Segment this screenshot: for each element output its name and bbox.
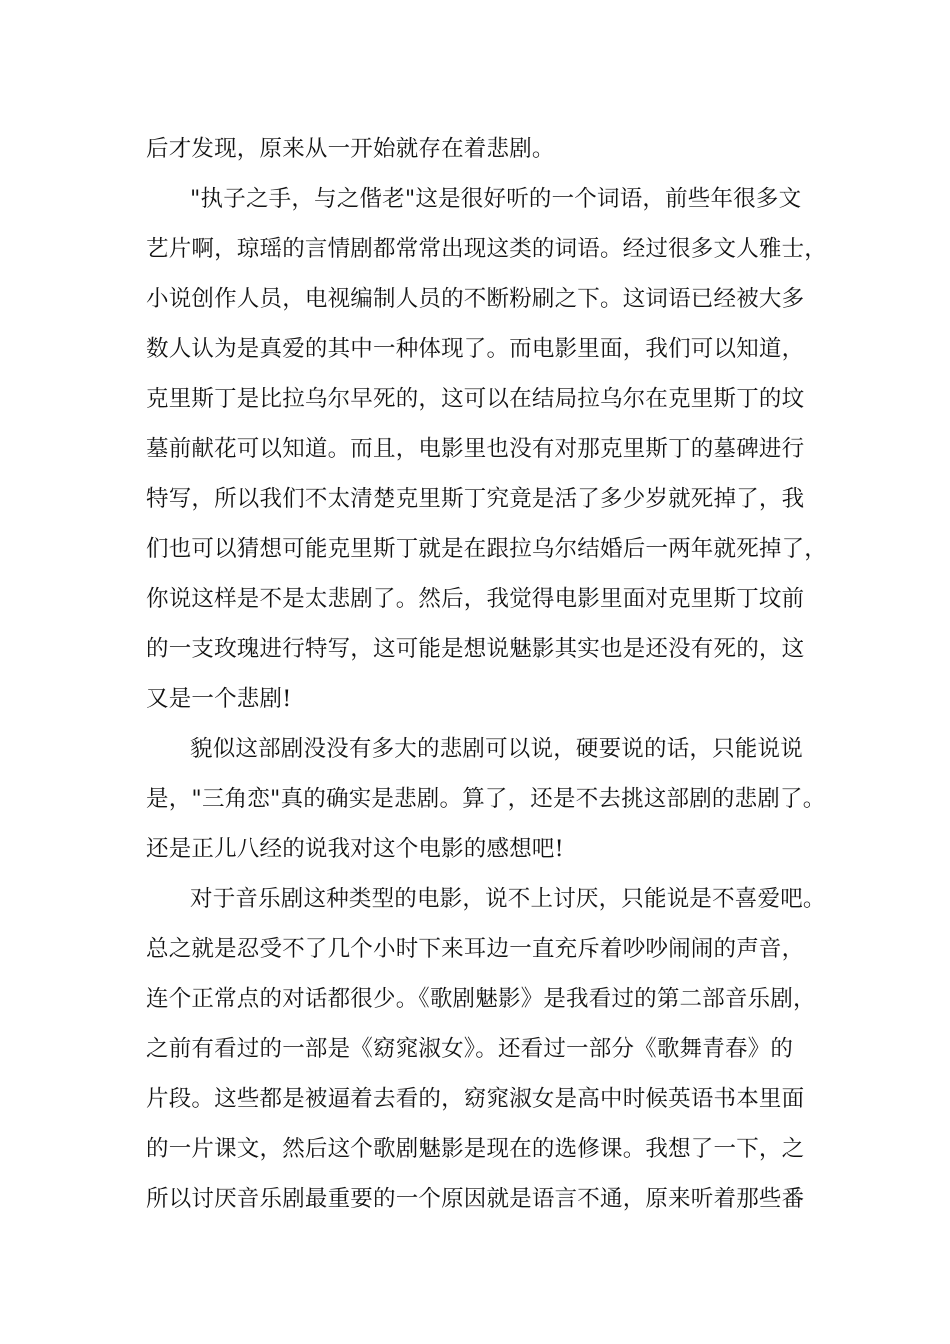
text-line: 克里斯丁是比拉乌尔早死的，这可以在结局拉乌尔在克里斯丁的坟 bbox=[146, 386, 805, 412]
text-line: 还是正儿八经的说我对这个电影的感想吧! bbox=[146, 836, 564, 862]
text-line: 片段。这些都是被逼着去看的，窈窕淑女是高中时候英语书本里面 bbox=[146, 1086, 805, 1112]
text-line: 的一片课文，然后这个歌剧魅影是现在的选修课。我想了一下，之 bbox=[146, 1136, 805, 1162]
text-line: 你说这样是不是太悲剧了。然后，我觉得电影里面对克里斯丁坟前 bbox=[146, 586, 805, 612]
text-line: 所以讨厌音乐剧最重要的一个原因就是语言不通，原来听着那些番 bbox=[146, 1186, 805, 1212]
paragraph-first-line: "执子之手，与之偕老"这是很好听的一个词语，前些年很多文 bbox=[190, 186, 802, 212]
text-line: 艺片啊，琼瑶的言情剧都常常出现这类的词语。经过很多文人雅士， bbox=[146, 236, 828, 262]
text-line: 们也可以猜想可能克里斯丁就是在跟拉乌尔结婚后一两年就死掉了， bbox=[146, 536, 828, 562]
text-line: 是，"三角恋"真的确实是悲剧。算了，还是不去挑这部剧的悲剧了。 bbox=[146, 786, 826, 812]
text-line: 总之就是忍受不了几个小时下来耳边一直充斥着吵吵闹闹的声音， bbox=[146, 936, 805, 962]
text-line: 的一支玫瑰进行特写，这可能是想说魅影其实也是还没有死的，这 bbox=[146, 636, 805, 662]
text-line: 后才发现，原来从一开始就存在着悲剧。 bbox=[146, 136, 555, 162]
text-line: 数人认为是真爱的其中一种体现了。而电影里面，我们可以知道， bbox=[146, 336, 805, 362]
text-line: 连个正常点的对话都很少。《歌剧魅影》是我看过的第二部音乐剧， bbox=[146, 986, 816, 1012]
text-line: 小说创作人员，电视编制人员的不断粉刷之下。这词语已经被大多 bbox=[146, 286, 805, 312]
text-line: 墓前献花可以知道。而且，电影里也没有对那克里斯丁的墓碑进行 bbox=[146, 436, 805, 462]
text-line: 之前有看过的一部是《窈窕淑女》。还看过一部分《歌舞青春》的 bbox=[146, 1036, 794, 1062]
text-line: 又是一个悲剧! bbox=[146, 686, 292, 712]
paragraph-first-line: 对于音乐剧这种类型的电影，说不上讨厌，只能说是不喜爱吧。 bbox=[190, 886, 826, 912]
text-line: 特写，所以我们不太清楚克里斯丁究竟是活了多少岁就死掉了，我 bbox=[146, 486, 805, 512]
paragraph-first-line: 貌似这部剧没没有多大的悲剧可以说，硬要说的话，只能说说 bbox=[190, 736, 803, 762]
